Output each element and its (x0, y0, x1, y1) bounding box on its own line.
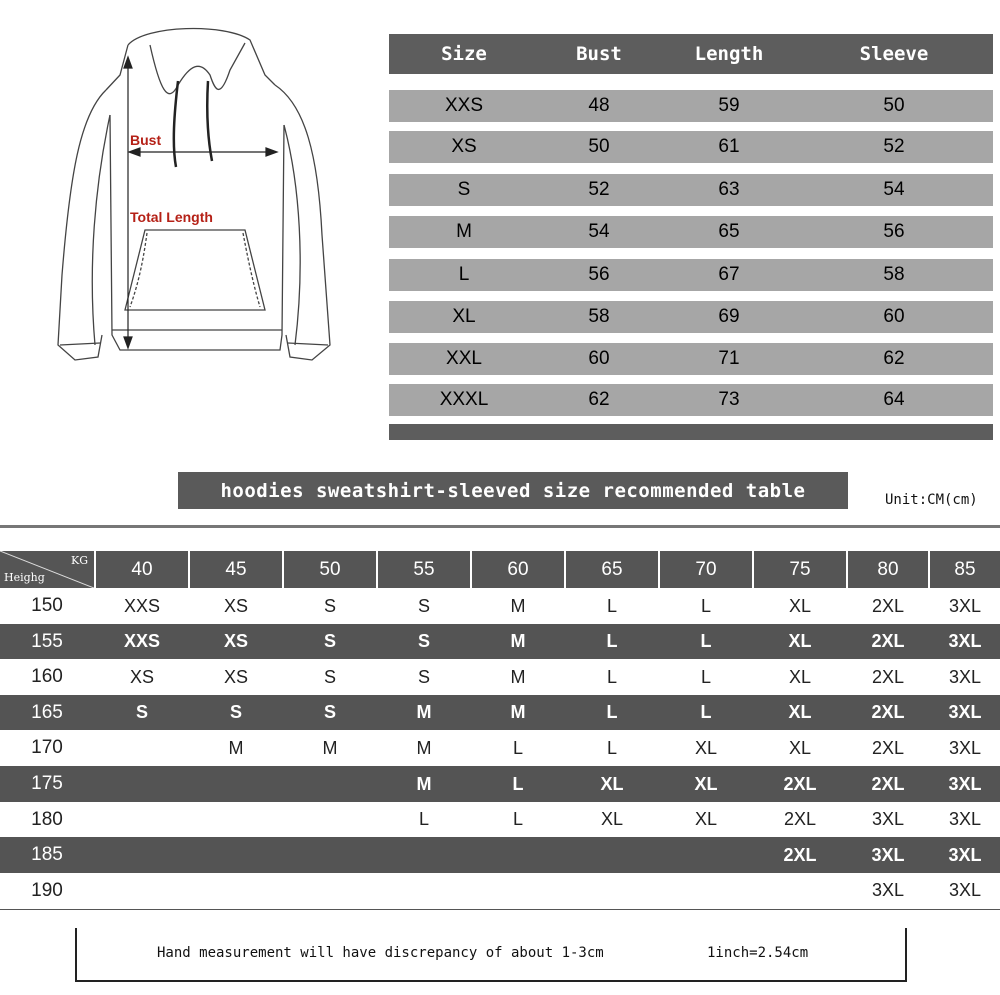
weight-header-cell: 80 (848, 551, 928, 588)
rec-table-row (0, 695, 1000, 731)
recommended-size-cell: XL (694, 737, 718, 758)
bust-cell: 58 (588, 306, 610, 327)
recommended-size-cell: XXS (123, 595, 161, 616)
length-cell: 63 (718, 179, 740, 200)
recommended-size-cell: S (229, 702, 242, 723)
recommended-size-cell (284, 837, 376, 873)
recommended-size-cell: L (606, 666, 617, 687)
weight-header-cell: 75 (754, 551, 846, 588)
recommended-size-cell (566, 837, 658, 873)
bust-cell: 48 (588, 95, 610, 116)
sleeve-cell: 60 (883, 306, 905, 327)
recommended-size-cell: L (700, 666, 711, 687)
height-cell: 155 (31, 630, 63, 652)
bust-cell: 54 (588, 221, 610, 242)
sleeve-header: Sleeve (859, 43, 929, 65)
length-cell: 73 (718, 389, 740, 410)
recommended-size-cell: S (417, 631, 430, 652)
recommended-size-cell: S (323, 702, 336, 723)
recommended-size-cell: 3XL (948, 702, 982, 723)
recommended-size-cell: XL (694, 809, 718, 830)
rec-table-row (0, 873, 1000, 909)
size-table-header (389, 34, 993, 74)
recommended-size-cell: 3XL (948, 595, 982, 616)
recommended-size-cell (96, 837, 188, 873)
weight-header-cell: 85 (930, 551, 1000, 588)
recommended-size-cell (378, 873, 470, 909)
recommended-size-cell (190, 802, 282, 838)
size-cell: XXXL (439, 389, 489, 410)
recommended-size-cell (190, 873, 282, 909)
weight-header-cell: 50 (284, 551, 376, 588)
recommended-size-cell: 3XL (871, 844, 905, 865)
bust-cell: 60 (588, 348, 610, 369)
recommended-size-cell: 2XL (783, 809, 817, 830)
sleeve-cell: 54 (883, 179, 905, 200)
recommended-size-cell: M (322, 737, 338, 758)
section-divider (0, 525, 1000, 528)
recommended-size-cell: M (416, 737, 432, 758)
size-table-row (389, 216, 993, 248)
recommended-size-cell: M (510, 631, 526, 652)
recommended-size-cell: S (323, 595, 336, 616)
rec-table-header (0, 551, 1000, 588)
bust-cell: 52 (588, 179, 610, 200)
recommended-size-cell: L (606, 702, 618, 723)
recommended-size-cell: L (606, 737, 617, 758)
length-header: Length (694, 43, 764, 65)
discrepancy-note: Hand measurement will have discrepancy of about 1-3cm (157, 945, 604, 961)
bust-label: Bust (130, 132, 162, 148)
recommended-size-cell (472, 873, 564, 909)
rec-table-bottom-border (0, 909, 1000, 910)
recommended-size-cell: L (606, 595, 617, 616)
sleeve-cell: 58 (883, 264, 905, 285)
recommended-size-cell (660, 873, 752, 909)
recommended-size-cell: XL (694, 773, 718, 794)
recommended-size-cell: S (323, 666, 336, 687)
recommended-size-cell (754, 873, 846, 909)
length-cell: 65 (718, 221, 740, 242)
recommended-size-cell: S (417, 595, 430, 616)
inch-conversion-note: 1inch=2.54cm (707, 945, 809, 961)
recommended-size-cell: M (228, 737, 244, 758)
recommended-size-cell: 3XL (948, 666, 982, 687)
recommended-size-cell: M (510, 666, 526, 687)
recommended-size-cell: XL (788, 595, 812, 616)
length-cell: 67 (718, 264, 740, 285)
size-table-row (389, 301, 993, 333)
length-cell: 69 (718, 306, 740, 327)
recommended-size-cell: XS (223, 595, 248, 616)
recommended-size-cell: 2XL (783, 773, 817, 794)
recommended-size-cell (190, 837, 282, 873)
height-corner-label: Heighg (4, 571, 45, 584)
measurement-note-box (75, 928, 907, 982)
recommended-size-cell: L (512, 773, 524, 794)
height-cell: 170 (31, 737, 63, 759)
recommended-size-cell: XL (788, 737, 812, 758)
recommended-size-cell: M (416, 773, 432, 794)
weight-header-cell: 60 (472, 551, 564, 588)
recommended-size-cell: 3XL (948, 737, 982, 758)
rec-table-row (0, 730, 1000, 766)
recommended-size-cell: XL (600, 773, 624, 794)
size-header: Size (441, 43, 487, 65)
recommended-size-cell: XS (129, 666, 154, 687)
recommended-size-cell: XXS (123, 631, 161, 652)
recommended-size-cell (96, 730, 188, 766)
recommended-size-cell: M (510, 702, 526, 723)
recommended-size-cell: 3XL (948, 809, 982, 830)
height-cell: 180 (31, 808, 63, 830)
bust-header: Bust (576, 43, 622, 65)
recommended-size-cell: S (323, 631, 336, 652)
recommended-size-cell (284, 766, 376, 802)
sleeve-cell: 62 (883, 348, 905, 369)
rec-table-row (0, 837, 1000, 873)
recommended-size-cell: S (417, 666, 430, 687)
recommended-size-cell (96, 802, 188, 838)
recommended-size-cell: S (135, 702, 148, 723)
recommended-size-cell: 3XL (948, 631, 982, 652)
recommended-size-cell (472, 837, 564, 873)
height-cell: 160 (31, 666, 63, 688)
recommended-size-cell (190, 766, 282, 802)
recommended-size-cell: 2XL (871, 631, 905, 652)
total-length-label: Total Length (130, 209, 213, 225)
recommended-size-cell (378, 837, 470, 873)
rec-table-corner-cell (0, 551, 94, 588)
recommended-size-cell: XS (223, 666, 248, 687)
recommended-size-cell: XL (788, 666, 812, 687)
height-cell: 165 (31, 701, 63, 723)
hoodie-illustration (50, 15, 370, 385)
weight-header-cell: 55 (378, 551, 470, 588)
recommended-size-cell: 2XL (871, 702, 905, 723)
size-cell: XXS (444, 95, 484, 116)
recommended-size-cell: L (700, 702, 712, 723)
size-cell: L (458, 264, 470, 285)
size-table-footer-bar (389, 424, 993, 440)
rec-table-row (0, 588, 1000, 624)
bust-cell: 62 (588, 389, 610, 410)
weight-header-cell: 45 (190, 551, 282, 588)
recommended-size-cell: 2XL (871, 773, 905, 794)
recommended-size-cell: L (700, 631, 712, 652)
recommended-size-cell: L (512, 809, 523, 830)
height-cell: 175 (31, 773, 63, 794)
length-cell: 61 (718, 136, 740, 157)
sleeve-cell: 56 (883, 221, 905, 242)
rec-table-row (0, 624, 1000, 660)
recommended-size-cell: 3XL (871, 809, 905, 830)
size-cell: XXL (446, 348, 482, 369)
recommendation-title-banner: hoodies sweatshirt-sleeved size recommended table (178, 472, 848, 509)
size-cell: XL (452, 306, 476, 327)
size-cell: XS (451, 136, 477, 157)
length-cell: 59 (718, 95, 740, 116)
height-cell: 185 (31, 844, 63, 866)
bust-cell: 56 (588, 264, 610, 285)
height-cell: 150 (31, 595, 63, 616)
bust-cell: 50 (588, 136, 610, 157)
weight-header-cell: 70 (660, 551, 752, 588)
recommended-size-cell: L (512, 737, 523, 758)
recommended-size-cell: XL (788, 702, 812, 723)
unit-label: Unit:CM(cm) (885, 492, 978, 508)
recommended-size-cell (96, 766, 188, 802)
recommended-size-cell: 2XL (871, 595, 905, 616)
recommended-size-cell: L (700, 595, 711, 616)
size-table-row (389, 90, 993, 122)
weight-header-cell: 40 (96, 551, 188, 588)
recommended-size-cell: XL (600, 809, 624, 830)
recommended-size-cell: 2XL (871, 737, 905, 758)
recommended-size-cell: 3XL (948, 844, 982, 865)
recommended-size-cell: XL (788, 631, 812, 652)
kg-corner-label: KG (70, 554, 88, 567)
size-table-row (389, 131, 993, 163)
rec-table-row (0, 659, 1000, 695)
recommended-size-cell: 2XL (871, 666, 905, 687)
size-table-row (389, 384, 993, 416)
recommended-size-cell: M (510, 595, 526, 616)
recommended-size-cell: 2XL (783, 844, 817, 865)
size-table-row (389, 343, 993, 375)
recommended-size-cell (284, 873, 376, 909)
recommended-size-cell (566, 873, 658, 909)
sleeve-cell: 64 (883, 389, 905, 410)
recommended-size-cell (284, 802, 376, 838)
recommended-size-cell: XS (223, 631, 248, 652)
recommended-size-cell: 3XL (948, 880, 982, 901)
size-cell: S (457, 179, 471, 200)
recommended-size-cell: 3XL (948, 773, 982, 794)
recommended-size-cell: L (418, 809, 429, 830)
recommended-size-cell: 3XL (871, 880, 905, 901)
sleeve-cell: 50 (883, 95, 905, 116)
recommended-size-cell (660, 837, 752, 873)
sleeve-cell: 52 (883, 136, 905, 157)
recommended-size-cell: L (606, 631, 618, 652)
recommended-size-cell: M (416, 702, 432, 723)
rec-table-row (0, 802, 1000, 838)
weight-header-cell: 65 (566, 551, 658, 588)
length-cell: 71 (718, 348, 740, 369)
rec-table-row (0, 766, 1000, 802)
recommended-size-cell (96, 873, 188, 909)
size-table-row (389, 259, 993, 291)
height-cell: 190 (31, 879, 63, 901)
size-cell: M (456, 221, 472, 242)
size-table-row (389, 174, 993, 206)
